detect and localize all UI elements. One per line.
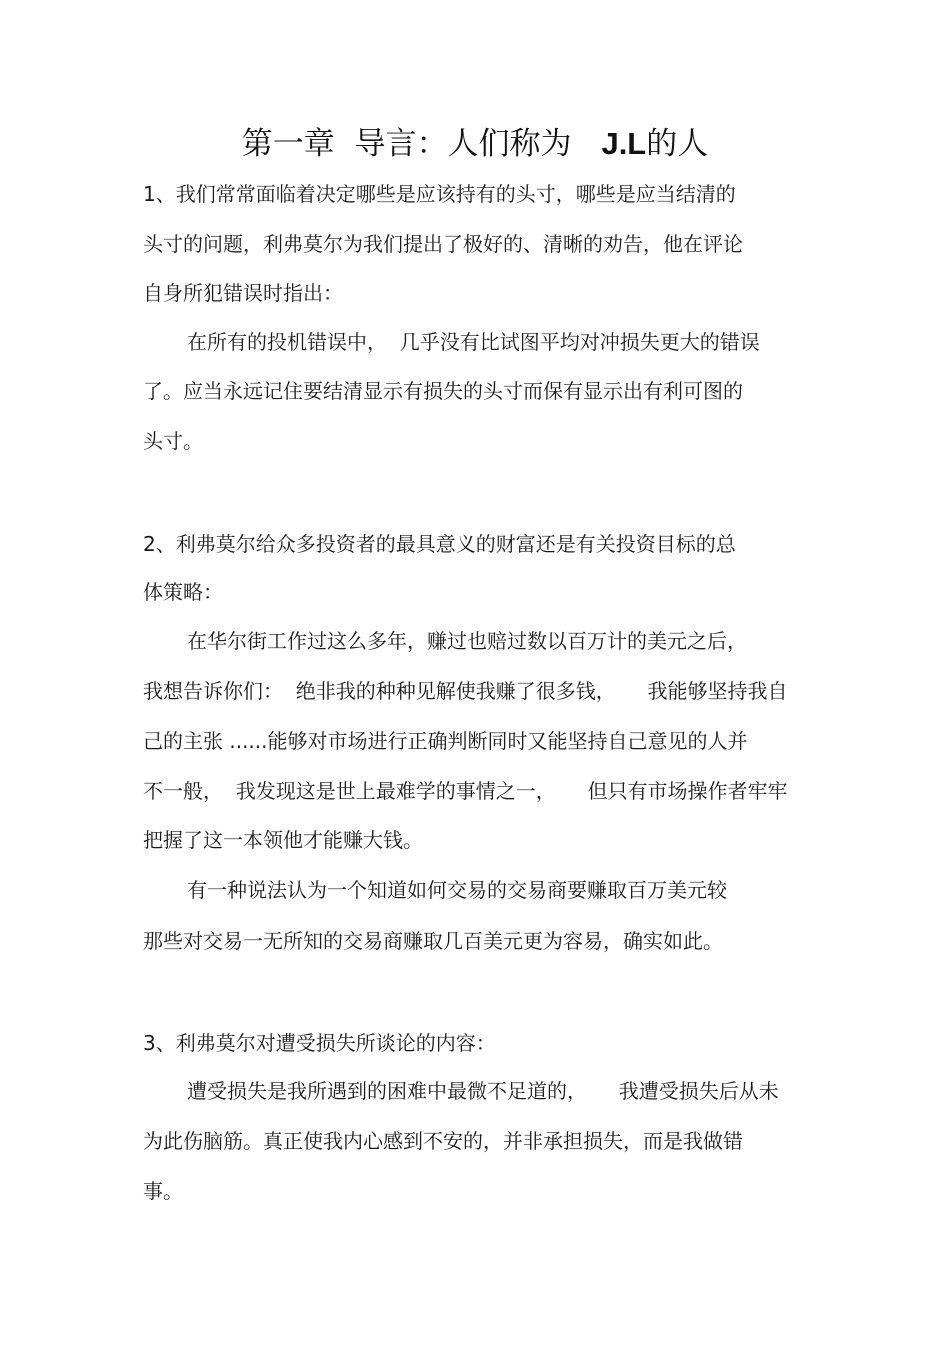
section1-line-3: 自身所犯错误时指出： (143, 281, 343, 305)
section1-quote-line-1: 在所有的投机错误中， 几乎没有比试图平均对冲损失更大的错误 (187, 330, 760, 354)
chapter-title-prefix: 第一章 导言：人们称为 (241, 126, 572, 162)
section2-quote-line-4: 不一般， 我发现这是世上最难学的事情之一， 但只有市场操作者牢牢 (143, 779, 788, 803)
section1-line-1: 1、我们常常面临着决定哪些是应该持有的头寸，哪些是应当结清的 (143, 182, 736, 206)
section2-quote-line-1: 在华尔街工作过这么多年，赚过也赔过数以百万计的美元之后， (187, 629, 747, 653)
section3-quote-line-1: 遭受损失是我所遇到的困难中最微不足道的， 我遭受损失后从未 (187, 1079, 779, 1103)
section3-quote-line-2: 为此伤脑筋。真正使我内心感到不安的，并非承担损失，而是我做错 (143, 1129, 743, 1153)
chapter-title-initials: J.L (601, 126, 647, 161)
section2-note-line-1: 有一种说法认为一个知道如何交易的交易商要赚取百万美元较 (187, 878, 727, 902)
section2-quote-line-5: 把握了这一本领他才能赚大钱。 (143, 828, 423, 852)
section3-quote-line-3: 事。 (143, 1179, 183, 1203)
section2-note-line-2: 那些对交易一无所知的交易商赚取几百美元更为容易，确实如此。 (143, 929, 723, 953)
chapter-title-suffix: 的人 (646, 126, 709, 162)
section2-quote-line-2: 我想告诉你们： 绝非我的种种见解使我赚了很多钱， 我能够坚持我自 (143, 679, 788, 703)
section2-line-2: 体策略： (143, 580, 223, 604)
section1-quote-line-3: 头寸。 (143, 429, 203, 453)
section1-quote-line-2: 了。应当永远记住要结清显示有损失的头寸而保有显示出有利可图的 (143, 379, 743, 403)
chapter-title (0, 124, 950, 164)
section2-line-1: 2、利弗莫尔给众多投资者的最具意义的财富还是有关投资目标的总 (143, 532, 736, 556)
section3-line-1: 3、利弗莫尔对遭受损失所谈论的内容： (143, 1031, 496, 1055)
section1-line-2: 头寸的问题，利弗莫尔为我们提出了极好的、清晰的劝告，他在评论 (143, 232, 743, 256)
section2-quote-line-3: 己的主张 ......能够对市场进行正确判断同时又能坚持自己意见的人并 (143, 729, 748, 753)
